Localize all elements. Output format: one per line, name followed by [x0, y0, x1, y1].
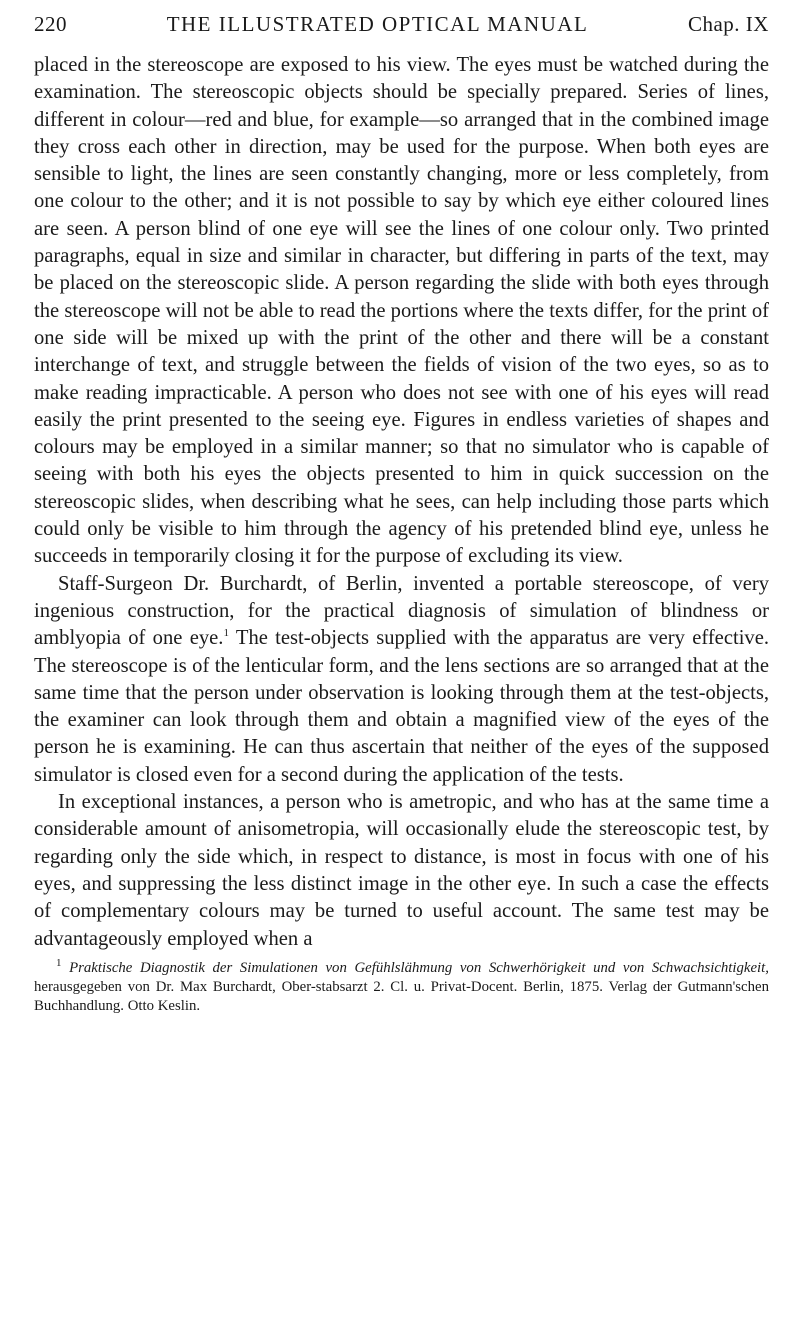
paragraph: placed in the stereoscope are exposed to his view. The eyes must be watched during the examination. The stereoscopic objects should be specially prepared. Series of lines, different in colour—red and blue, for example—so arranged that in the combined image they cross each other in direction, may be used for the purpose. When both eyes are sensible to light, the lines are seen constantly changing, more or less completely, from one colour to the other; and it is not possible to say by which eye either coloured lines are seen. A person blind of one eye will see the lines of one colour only. Two printed paragraphs, equal in size and similar in character, but differing in parts of the text, may be placed on the stereoscopic slide. A person regarding the slide with both eyes through the stereoscope will not be able to read the portions where the texts differ, for the print of one side will be mixed up with the print of the other and there will be a constant interchange of text, and struggle between the fields of vision of the two eyes, so as to make reading impracticable. A person who does not see with one of his eyes will read easily the print presented to the seeing eye. Figures in endless varieties of shapes and colours may be employed in a similar manner; so that no simulator who is capable of seeing with both his eyes the objects presented to him in quick succession on the stereoscopic slides, when describing what he sees, can help including those parts which could only be visible to him through the agency of his pretended blind eye, unless he succeeds in temporarily closing it for the purpose of excluding its view.: [34, 54, 769, 568]
paragraph: In exceptional instances, a person who is ametropic, and who has at the same time a considerable amount of anisometropia, will occasionally elude the stereoscopic test, by regarding only the side which, in respect to distance, is most in focus with one of his eyes, and suppressing the less distinct image in the other eye. In such a case the effects of complementary colours may be turned to useful account. The same test may be advantageously employed when a: [34, 791, 769, 950]
paragraph: [34, 571, 769, 789]
footnote-book-title: Praktische Diagnostik der Simulationen von Gefühlslähmung von Schwerhörigkeit und von Schwachsichtigkeit,: [69, 959, 769, 976]
paragraph-text-continued: The test-objects supplied with the apparatus are very effective. The stereoscope is of the lenticular form, and the lens sections are so arranged that at the same time that the person under observation is looking through them at the test-objects, the examiner can look through them and obtain a magnified view of the eyes of the person he is examining. He can thus ascertain that neither of the eyes of the supposed simulator is closed even for a second during the application of the tests.: [34, 627, 769, 786]
footnote: [34, 956, 769, 1016]
paragraph-text: Staff-Surgeon Dr. Burchardt, of Berlin, invented a portable stereoscope, of very ingenious construction, for the practical diagnosis of simulation of blindness or amblyopia of one eye.: [34, 572, 769, 650]
footnote-publication: herausgegeben von Dr. Max Burchardt, Ober-stabsarzt 2. Cl. u. Privat-Docent. Berlin, 1875. Verlag der Gutmann'schen Buchhandlung. Otto Keslin.: [34, 978, 769, 1014]
running-head: [34, 12, 769, 46]
page-number: 220: [34, 12, 67, 36]
footnote-marker: 1: [56, 956, 62, 969]
footnote-text: [34, 956, 769, 1016]
body-text: [34, 52, 769, 953]
footnote-reference: 1: [223, 627, 229, 640]
running-title: THE ILLUSTRATED OPTICAL MANUAL: [166, 12, 589, 36]
chapter-label: Chap. IX: [687, 12, 769, 36]
